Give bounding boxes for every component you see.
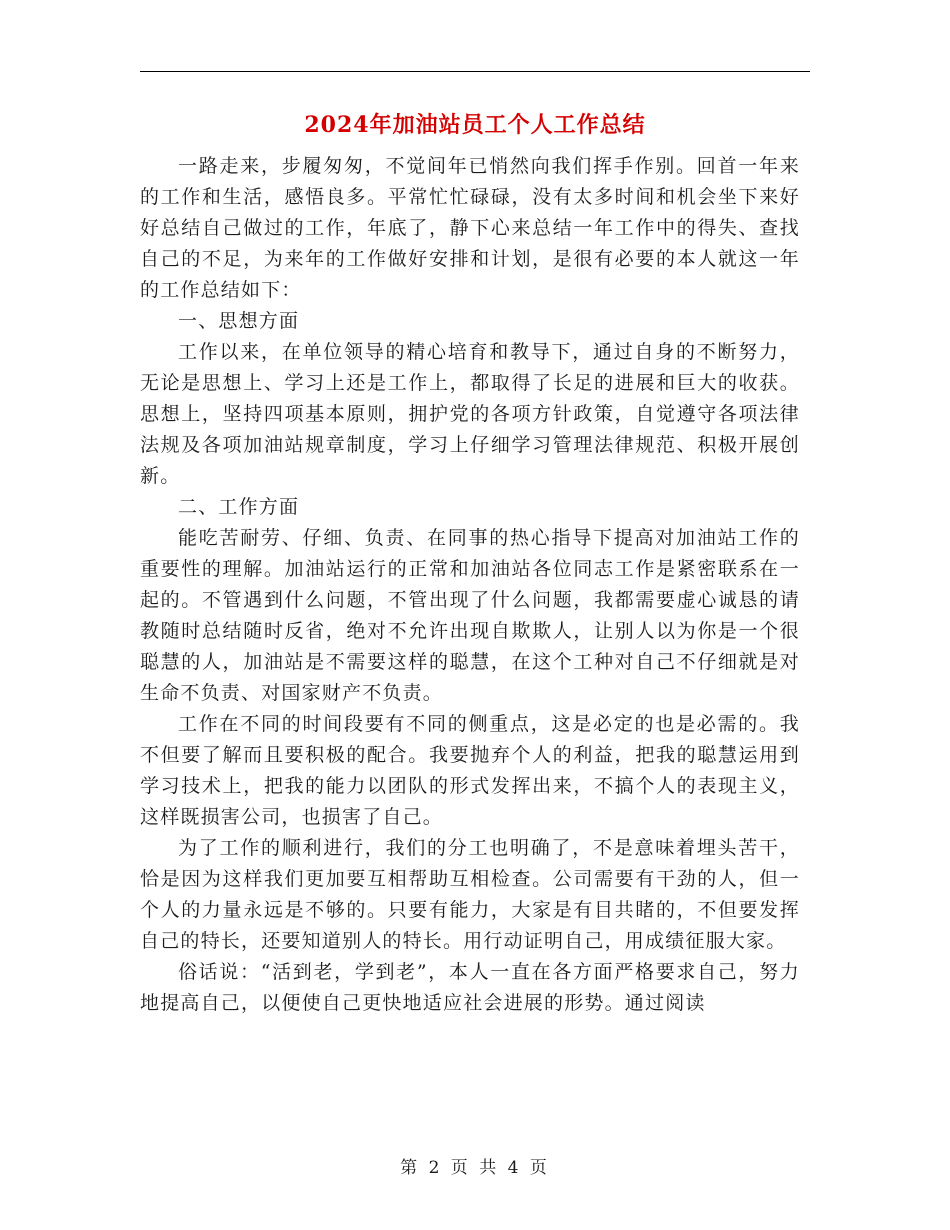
header-rule	[140, 71, 810, 72]
work-paragraph-3: 为了工作的顺利进行，我们的分工也明确了，不是意味着埋头苦干，恰是因为这样我们更加要互相帮助互相检查。公司需要有干劲的人，但一个人的力量永远是不够的。只要有能力，大家是有目共睹的，不但要发挥自己的特长，还要知道别人的特长。用行动证明自己，用成绩征服大家。	[140, 837, 800, 952]
work-paragraph-2: 工作在不同的时间段要有不同的侧重点，这是必定的也是必需的。我不但要了解而且要积极的配合。我要抛弃个人的利益，把我的聪慧运用到学习技术上，把我的能力以团队的形式发挥出来，不搞个人的表现主义，这样既损害公司，也损害了自己。	[140, 713, 800, 828]
section-heading-thought: 一、思想方面	[178, 310, 300, 332]
work-paragraph-4: 俗话说：“活到老，学到老”，本人一直在各方面严格要求自己，努力地提高自己，以便使自己更快地适应社会进展的形势。通过阅读	[140, 961, 800, 1014]
thought-paragraph: 工作以来，在单位领导的精心培育和教导下，通过自身的不断努力，无论是思想上、学习上还是工作上，都取得了长足的进展和巨大的收获。思想上，坚持四项基本原则，拥护党的各项方针政策，自觉遵守各项法律法规及各项加油站规章制度，学习上仔细学习管理法律规范、积极开展创新。	[140, 341, 800, 487]
document-body	[140, 151, 800, 1019]
work-paragraph-1: 能吃苦耐劳、仔细、负责、在同事的热心指导下提高对加油站工作的重要性的理解。加油站运行的正常和加油站各位同志工作是紧密联系在一起的。不管遇到什么问题，不管出现了什么问题，我都需要虚心诚恳的请教随时总结随时反省，绝对不允许出现自欺欺人，让别人以为你是一个很聪慧的人，加油站是不需要这样的聪慧，在这个工种对自己不仔细就是对生命不负责、对国家财产不负责。	[140, 527, 800, 704]
page-number-footer: 第 2 页 共 4 页	[400, 1158, 550, 1178]
section-heading-work: 二、工作方面	[178, 496, 300, 518]
document-title: 2024年加油站员工个人工作总结	[304, 112, 646, 138]
intro-paragraph: 一路走来，步履匆匆，不觉间年已悄然向我们挥手作别。回首一年来的工作和生活，感悟良多。平常忙忙碌碌，没有太多时间和机会坐下来好好总结自己做过的工作，年底了，静下心来总结一年工作中的得失、查找自己的不足，为来年的工作做好安排和计划，是很有必要的本人就这一年的工作总结如下：	[140, 155, 800, 301]
